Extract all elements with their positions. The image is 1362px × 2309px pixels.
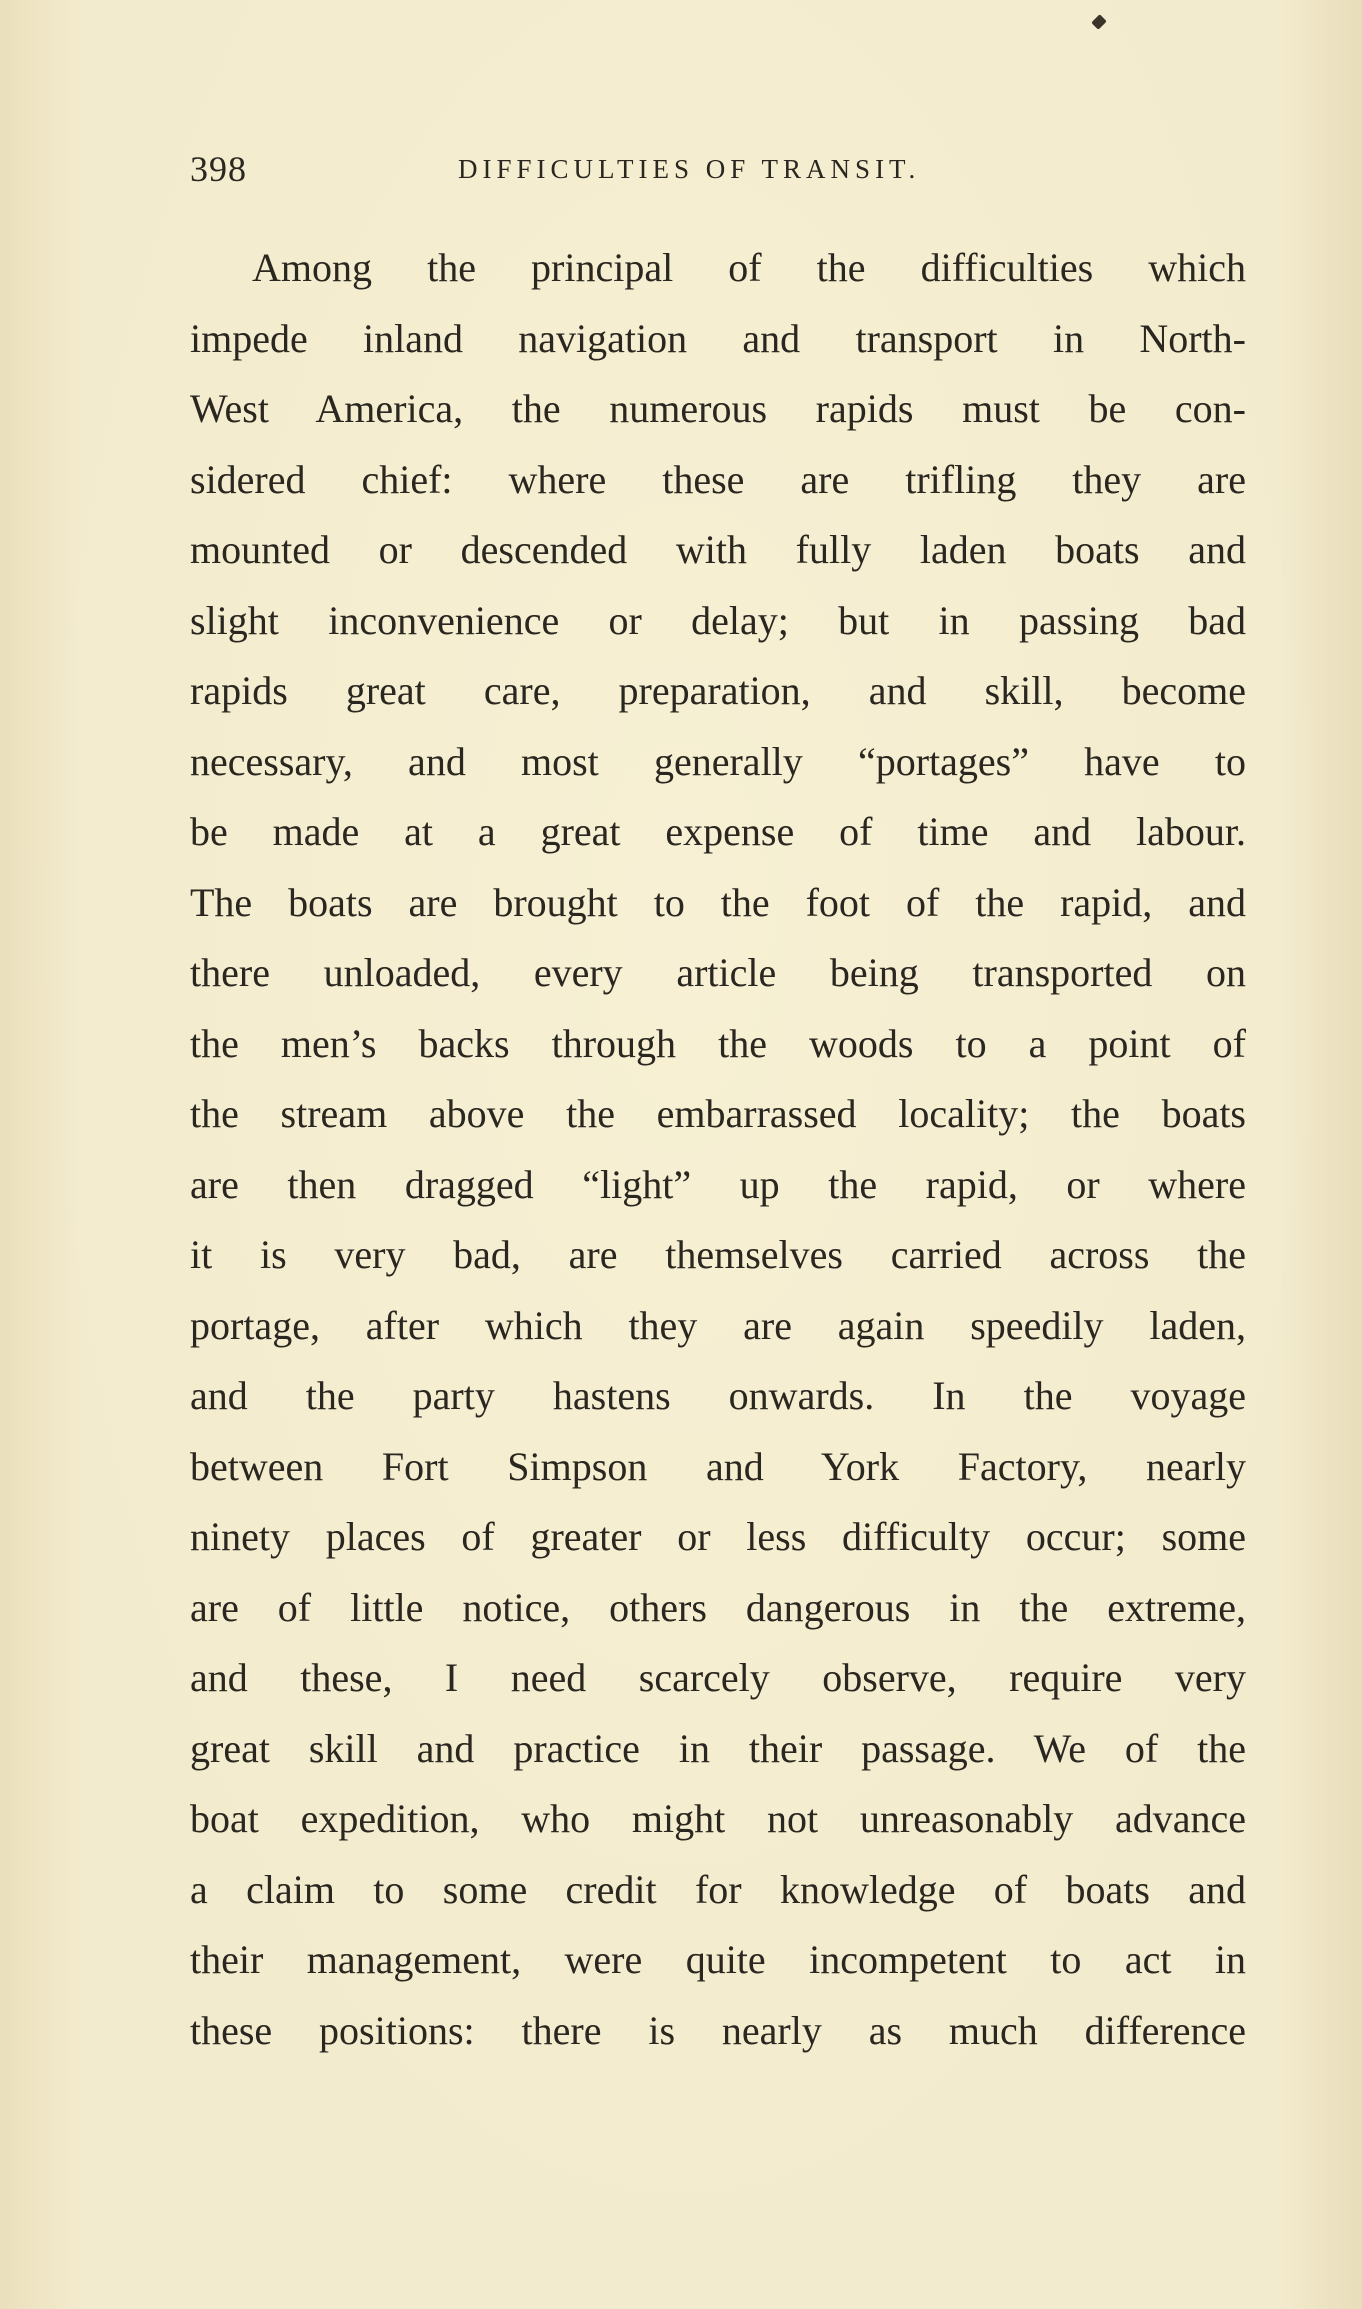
text-line: the men’s backs through the woods to a point of	[190, 1020, 1246, 1066]
text-line: The boats are brought to the foot of the rapid, and	[190, 879, 1246, 925]
text-line: be made at a great expense of time and labour.	[190, 809, 1246, 854]
text-line: slight inconvenience or delay; but in passing bad	[190, 597, 1246, 643]
text-line: impede inland navigation and transport in North-	[190, 315, 1246, 361]
page-number: 398	[190, 149, 247, 189]
text-line: boat expedition, who might not unreasonably advance	[190, 1796, 1246, 1841]
text-line: mounted or descended with fully laden boats and	[190, 527, 1246, 572]
text-line: rapids great care, preparation, and skill, become	[190, 668, 1246, 713]
text-line: West America, the numerous rapids must be con-	[190, 386, 1246, 431]
text-line: their management, were quite incompetent to act in	[190, 1937, 1246, 1982]
text-line: ninety places of greater or less difficulty occur; some	[190, 1514, 1246, 1559]
text-line: and these, I need scarcely observe, require very	[190, 1655, 1246, 1700]
text-line: these positions: there is nearly as much difference	[190, 2007, 1246, 2053]
text-line: sidered chief: where these are trifling they are	[190, 456, 1246, 502]
text-line: are of little notice, others dangerous in the extreme,	[190, 1584, 1246, 1630]
text-line: portage, after which they are again speedily laden,	[190, 1302, 1246, 1348]
text-line: are then dragged “light” up the rapid, or where	[190, 1161, 1246, 1207]
ink-speck	[1091, 14, 1107, 30]
text-line: there unloaded, every article being transported on	[190, 950, 1246, 995]
text-line: necessary, and most generally “portages” have to	[190, 738, 1246, 784]
text-line: between Fort Simpson and York Factory, nearly	[190, 1443, 1246, 1489]
text-line: Among the principal of the difficulties which	[252, 245, 1246, 290]
body-paragraph	[190, 233, 1246, 2066]
text-line: and the party hastens onwards. In the voyage	[190, 1373, 1246, 1418]
text-line: it is very bad, are themselves carried across the	[190, 1232, 1246, 1277]
running-title: DIFFICULTIES OF TRANSIT.	[458, 154, 921, 184]
text-line: the stream above the embarrassed locality; the boats	[190, 1091, 1246, 1136]
text-line: a claim to some credit for knowledge of boats and	[190, 1866, 1246, 1912]
text-line: great skill and practice in their passage. We of the	[190, 1725, 1246, 1771]
page-header	[190, 148, 1260, 200]
